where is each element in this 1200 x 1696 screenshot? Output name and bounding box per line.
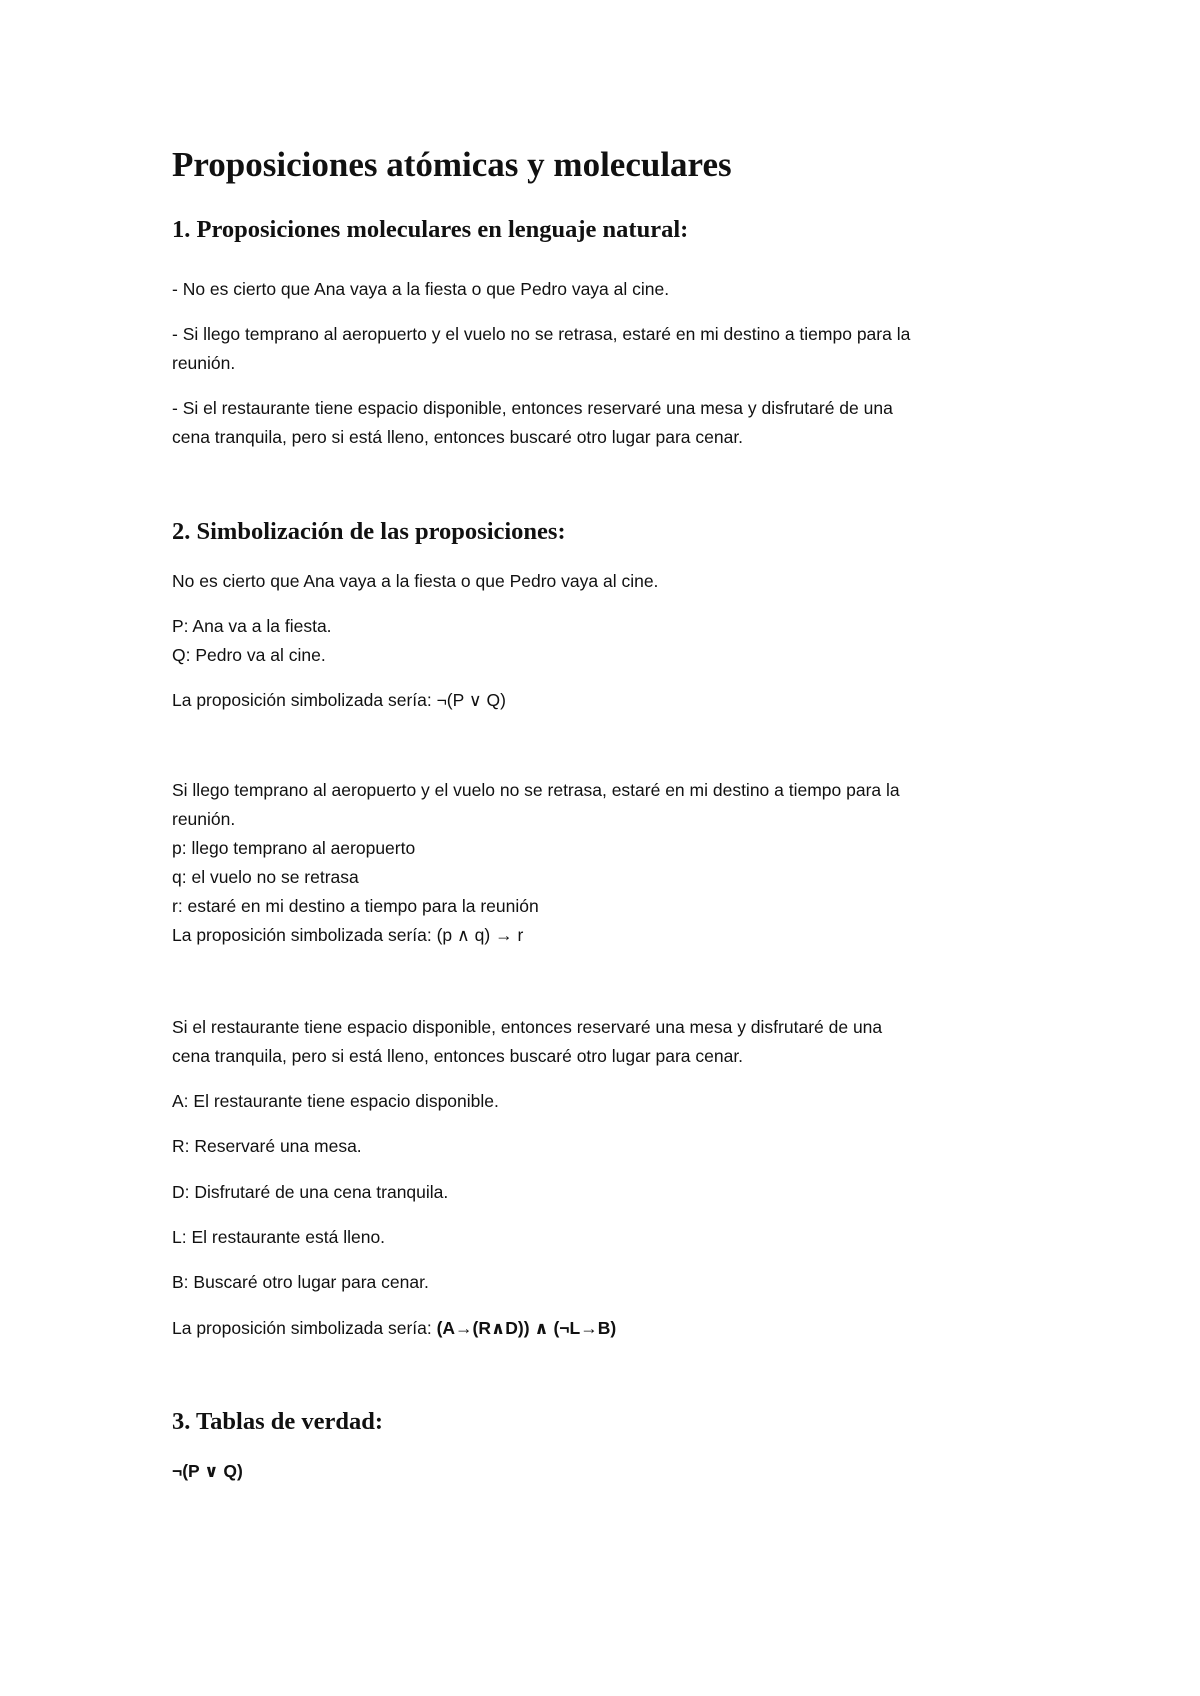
section-1-heading: 1. Proposiciones moleculares en lenguaje natural:: [172, 216, 689, 243]
list-item: - Si llego temprano al aeropuerto y el vuelo no se retrasa, estaré en mi destino a tiempo para la: [172, 324, 911, 344]
definition-r: R: Reservaré una mesa.: [172, 1136, 362, 1156]
definition-r-lower: r: estaré en mi destino a tiempo para la reunión: [172, 896, 539, 916]
block-3-sentence: Si el restaurante tiene espacio disponible, entonces reservaré una mesa y disfrutaré de una: [172, 1017, 883, 1037]
section-3-heading: 3. Tablas de verdad:: [172, 1408, 384, 1435]
block-1-sentence: No es cierto que Ana vaya a la fiesta o que Pedro vaya al cine.: [172, 571, 659, 591]
block-3-result-prefix: La proposición simbolizada sería:: [172, 1318, 437, 1338]
section-2-heading: 2. Simbolización de las proposiciones:: [172, 518, 566, 545]
document-title: Proposiciones atómicas y moleculares: [172, 145, 732, 184]
block-3-result: [172, 1317, 616, 1339]
list-item-continuation: cena tranquila, pero si está lleno, entonces buscaré otro lugar para cenar.: [172, 427, 744, 447]
truth-table-formula: ¬(P ∨ Q): [172, 1461, 243, 1481]
definition-d: D: Disfrutaré de una cena tranquila.: [172, 1182, 449, 1202]
block-2-result: La proposición simbolizada sería: (p ∧ q) → r: [172, 925, 524, 945]
list-item: - Si el restaurante tiene espacio disponible, entonces reservaré una mesa y disfrutaré de una: [172, 398, 893, 418]
definition-a: A: El restaurante tiene espacio disponible.: [172, 1091, 499, 1111]
definition-q: Q: Pedro va al cine.: [172, 645, 326, 665]
block-1-result: La proposición simbolizada sería: ¬(P ∨ Q): [172, 690, 506, 710]
block-3-result-formula: (A→(R∧D)) ∧ (¬L→B): [436, 1318, 617, 1338]
block-3-sentence-continuation: cena tranquila, pero si está lleno, entonces buscaré otro lugar para cenar.: [172, 1046, 744, 1066]
definition-b: B: Buscaré otro lugar para cenar.: [172, 1272, 429, 1292]
definition-p: P: Ana va a la fiesta.: [172, 616, 332, 636]
block-2-sentence-continuation: reunión.: [172, 809, 236, 829]
list-item: - No es cierto que Ana vaya a la fiesta o que Pedro vaya al cine.: [172, 279, 670, 299]
definition-q-lower: q: el vuelo no se retrasa: [172, 867, 359, 887]
block-2-sentence: Si llego temprano al aeropuerto y el vuelo no se retrasa, estaré en mi destino a tiempo para la: [172, 780, 900, 800]
definition-p-lower: p: llego temprano al aeropuerto: [172, 838, 416, 858]
list-item-continuation: reunión.: [172, 353, 236, 373]
definition-l: L: El restaurante está lleno.: [172, 1227, 386, 1247]
